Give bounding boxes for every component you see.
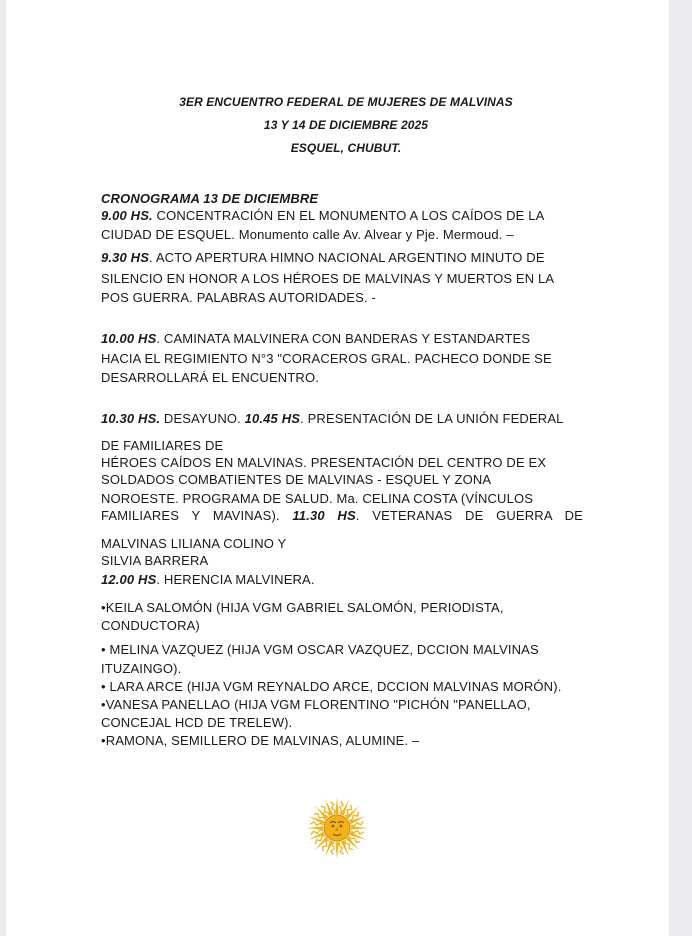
event-location: ESQUEL, CHUBUT. xyxy=(290,141,402,155)
item-1000-text: . CAMINATA MALVINERA CON BANDERAS Y ESTANDARTES xyxy=(156,331,531,346)
bullet-melina-line2: ITUZAINGO). xyxy=(101,661,182,676)
item-1030-time: 10.30 HS. xyxy=(101,411,161,426)
item-1200 xyxy=(101,571,315,588)
item-1130-time: 11.30 HS xyxy=(292,508,356,523)
item-900-time: 9.00 HS. xyxy=(101,208,153,223)
item-930-time: 9.30 HS xyxy=(101,250,150,265)
item-1030-line4: SOLDADOS COMBATIENTES DE MALVINAS - ESQUEL Y ZONA xyxy=(101,472,492,487)
item-900-text: CONCENTRACIÓN EN EL MONUMENTO A LOS CAÍDOS DE LA xyxy=(152,208,545,223)
sun-ray xyxy=(351,826,368,829)
item-1030-line3: HÉROES CAÍDOS EN MALVINAS. PRESENTACIÓN DEL CENTRO DE EX xyxy=(101,455,547,470)
item-1030-line6-text: FAMILIARES Y MAVINAS). xyxy=(101,508,293,523)
schedule-heading-text: CRONOGRAMA 13 DE DICIEMBRE xyxy=(101,191,319,206)
item-930-text: . ACTO APERTURA HIMNO NACIONAL ARGENTINO MINUTO DE xyxy=(149,250,545,265)
bullet-vanesa-line2: CONCEJAL HCD DE TRELEW). xyxy=(101,715,293,730)
bullet-ramona: •RAMONA, SEMILLERO DE MALVINAS, ALUMINE. – xyxy=(101,733,420,748)
item-1030-line5: NOROESTE. PROGRAMA DE SALUD. Ma. CELINA COSTA (VÍNCULOS xyxy=(101,491,534,506)
item-1130-text: . VETERANAS DE GUERRA DE xyxy=(355,508,583,523)
event-dates: 13 Y 14 DE DICIEMBRE 2025 xyxy=(263,118,429,132)
item-1030-line7: MALVINAS LILIANA COLINO Y xyxy=(101,536,287,551)
item-1000-line2: HACIA EL REGIMIENTO N°3 "CORACEROS GRAL. PACHECO DONDE SE xyxy=(101,351,552,366)
item-1200-text: . HERENCIA MALVINERA. xyxy=(156,572,315,587)
bullet-keila-line2: CONDUCTORA) xyxy=(101,618,200,633)
item-900-line1 xyxy=(101,207,544,224)
item-900-line2: CIUDAD DE ESQUEL. Monumento calle Av. Alvear y Pje. Mermoud. – xyxy=(101,227,514,242)
item-1045-text: . PRESENTACIÓN DE LA UNIÓN FEDERAL xyxy=(300,411,564,426)
item-1200-time: 12.00 HS xyxy=(101,572,157,587)
bullet-melina-line1: • MELINA VAZQUEZ (HIJA VGM OSCAR VAZQUEZ, DCCION MALVINAS xyxy=(101,642,539,657)
sol-de-mayo-icon xyxy=(303,794,371,862)
item-1030-line1 xyxy=(101,410,564,427)
sun-ray xyxy=(335,842,338,859)
sun-eye-left xyxy=(332,825,335,828)
item-1000-time: 10.00 HS xyxy=(101,331,157,346)
bullet-lara: • LARA ARCE (HIJA VGM REYNALDO ARCE, DCCION MALVINAS MORÓN). xyxy=(101,679,562,694)
sun-ray xyxy=(306,826,323,829)
bullet-vanesa-line1: •VANESA PANELLAO (HIJA VGM FLORENTINO "PICHÓN "PANELLAO, xyxy=(101,697,531,712)
sun-eye-right xyxy=(340,825,343,828)
event-title: 3ER ENCUENTRO FEDERAL DE MUJERES DE MALVINAS xyxy=(179,95,513,109)
item-1000-line3: DESARROLLARÁ EL ENCUENTRO. xyxy=(101,370,319,385)
item-1030-line6 xyxy=(101,507,583,524)
item-930-line2: SILENCIO EN HONOR A LOS HÉROES DE MALVINAS Y MUERTOS EN LA xyxy=(101,271,555,286)
item-1045-time: 10.45 HS xyxy=(244,411,301,426)
bullet-keila-line1: •KEILA SALOMÓN (HIJA VGM GABRIEL SALOMÓN, PERIODISTA, xyxy=(101,600,504,615)
item-1030-line2: DE FAMILIARES DE xyxy=(101,438,224,453)
item-1000-line1 xyxy=(101,330,530,347)
item-930-line3: POS GUERRA. PALABRAS AUTORIDADES. - xyxy=(101,290,376,305)
sun-ray xyxy=(335,797,338,814)
item-1030-text: DESAYUNO. xyxy=(160,411,245,426)
schedule-heading xyxy=(101,190,318,207)
item-930-line1 xyxy=(101,249,545,266)
item-1030-line8: SILVIA BARRERA xyxy=(101,553,209,568)
